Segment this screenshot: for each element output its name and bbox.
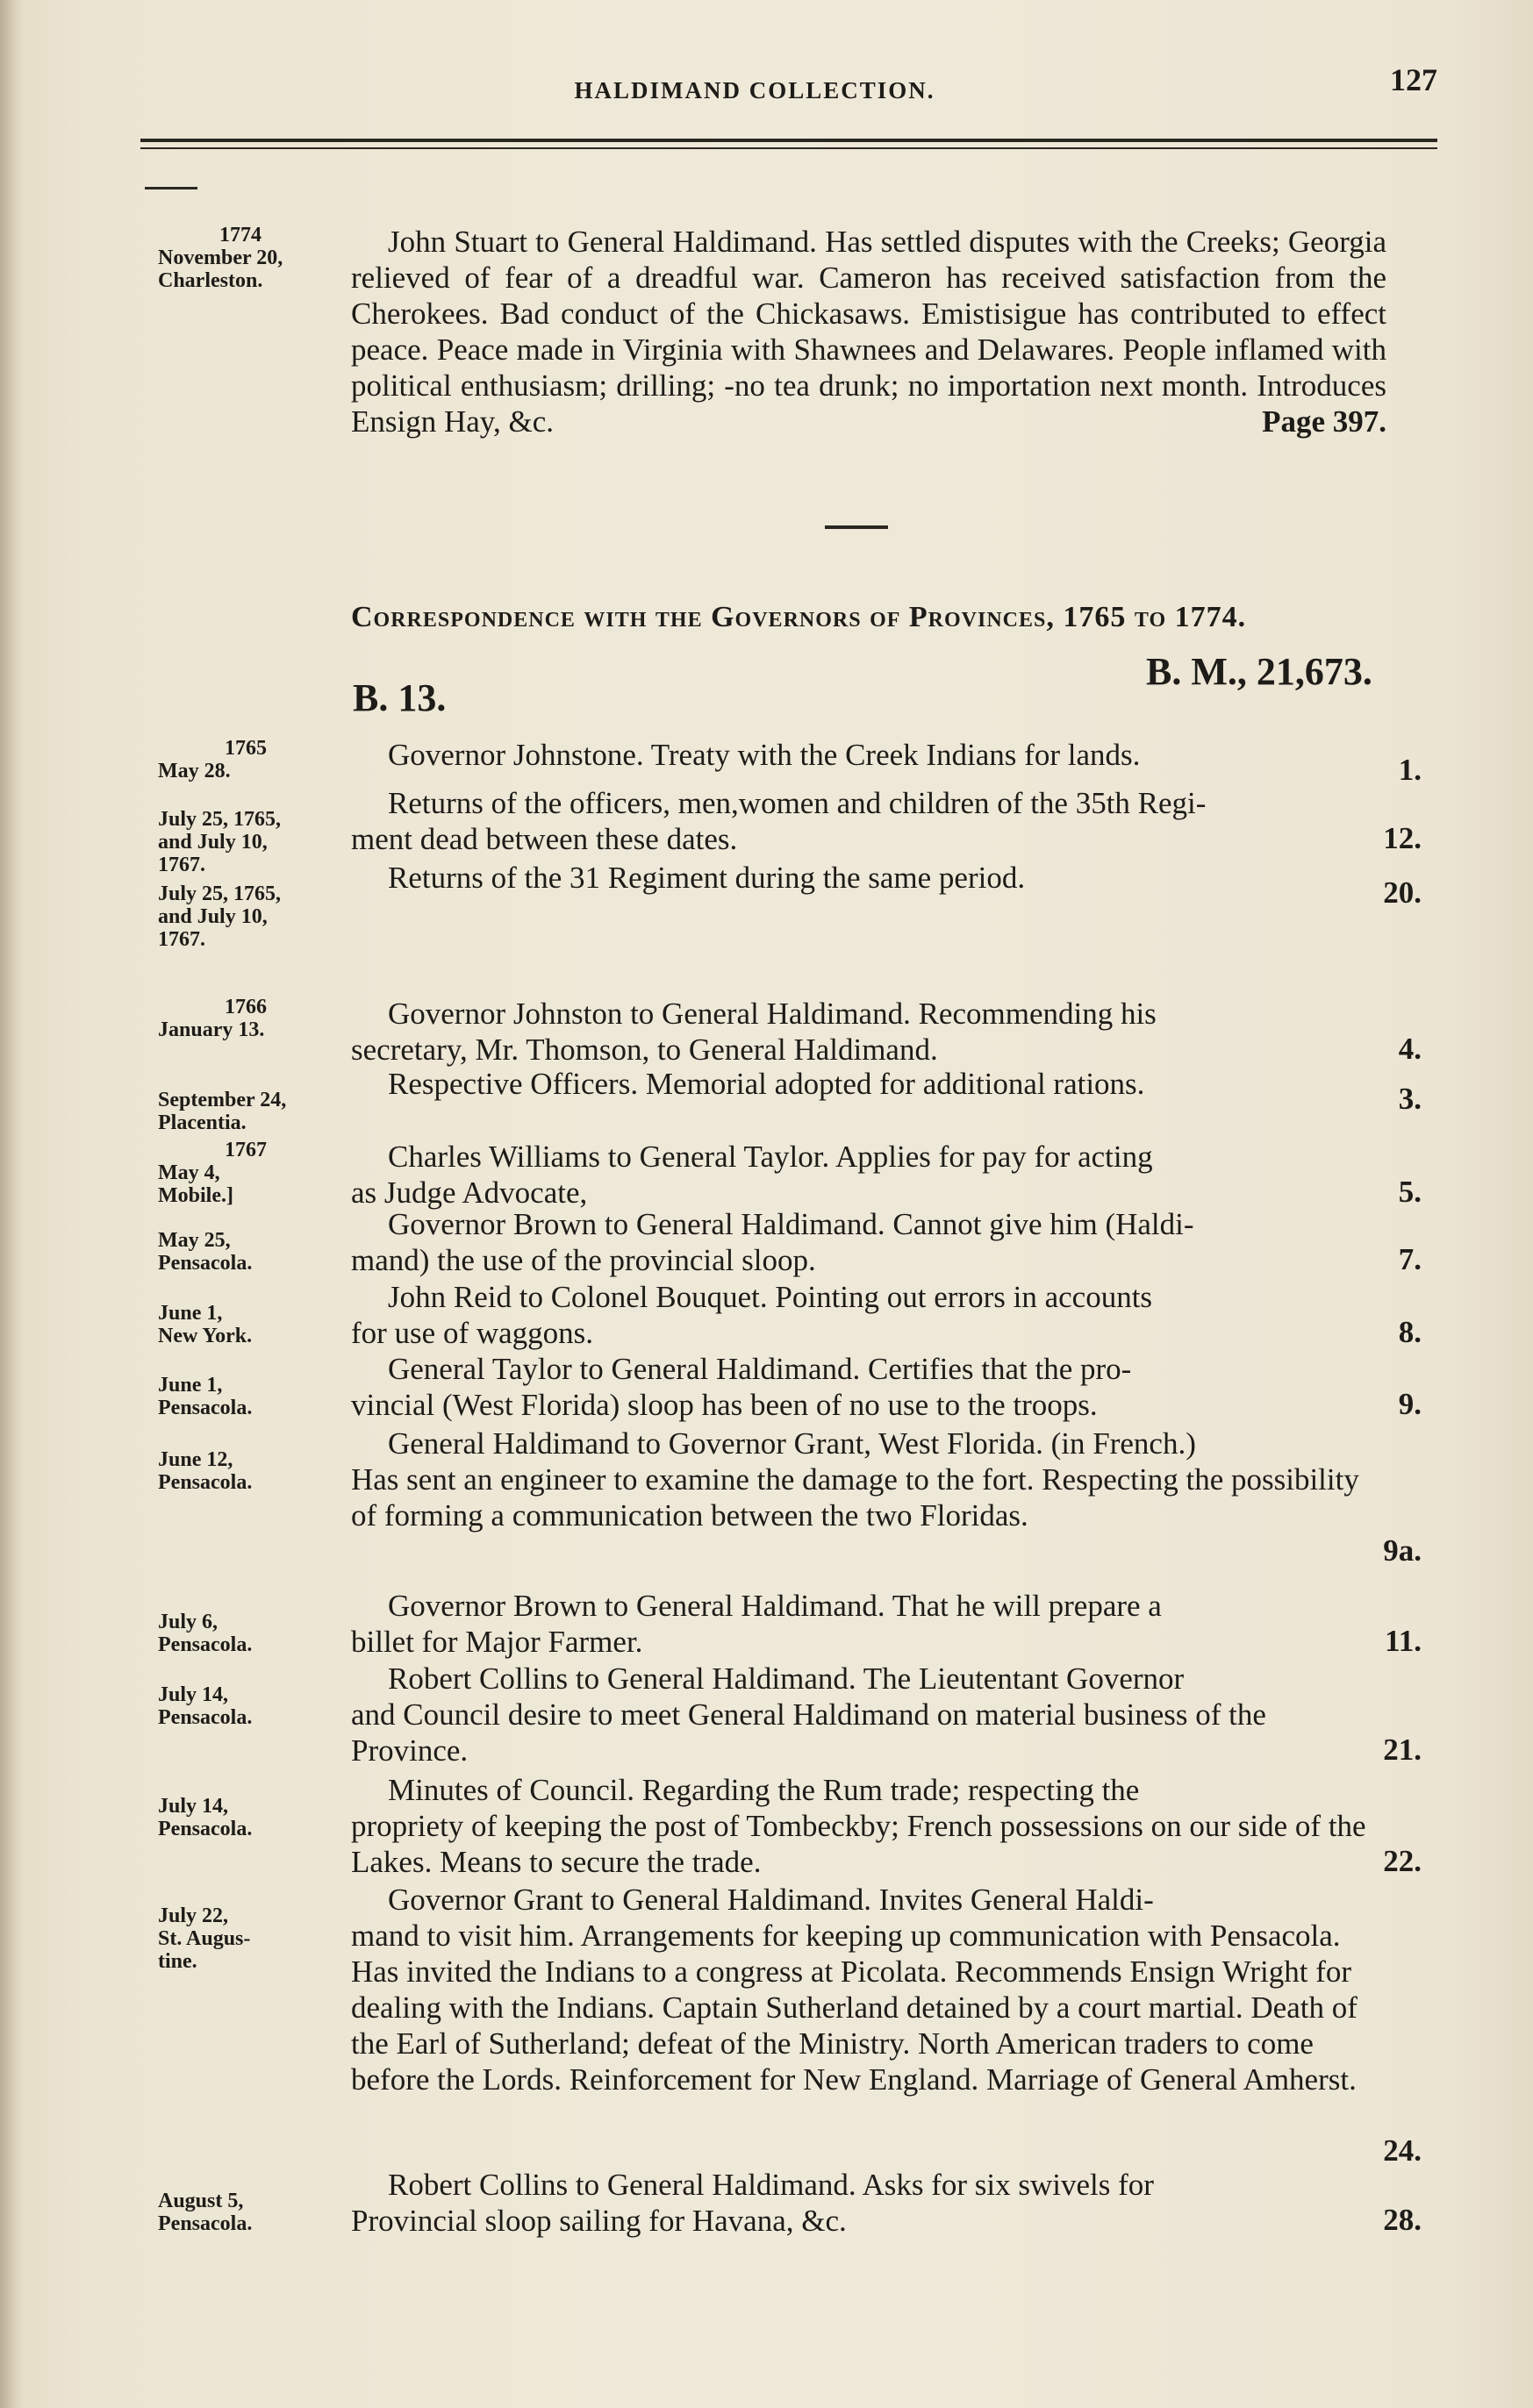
entry-page-number: 20. [1383, 875, 1422, 910]
entry-date-line: June 1, [158, 1374, 223, 1397]
entry-date-line: Pensacola. [158, 2212, 253, 2235]
entry-date-line: Pensacola. [158, 1471, 253, 1494]
entry-lead-line: Governor Grant to General Haldimand. Invites General Haldi- [388, 1883, 1154, 1917]
entry-date-line: Mobile.] [158, 1184, 233, 1207]
first-entry-place: Charleston. [158, 269, 263, 292]
entry-lead-line: Governor Brown to General Haldimand. That he will prepare a [388, 1589, 1162, 1623]
entry-lead-line: Robert Collins to General Haldimand. Asks for six swivels for [388, 2168, 1154, 2202]
entry-lead-line: Governor Brown to General Haldimand. Cannot give him (Haldi- [388, 1207, 1194, 1241]
header-rule-thin [140, 147, 1437, 149]
entry-page-number: 9. [1398, 1387, 1422, 1421]
entry-date-line: Pensacola. [158, 1252, 253, 1275]
page-spine-shadow [0, 0, 23, 2408]
entry-description [351, 2167, 1386, 2239]
entry-continuation: billet for Major Farmer. [351, 1625, 643, 1659]
entry-continuation: vincial (West Florida) sloop has been of no use to the troops. [351, 1388, 1098, 1422]
entry-date-line: Pensacola. [158, 1818, 253, 1840]
entry-page-number: 22. [1383, 1844, 1422, 1878]
entry-date-line: Pensacola. [158, 1633, 253, 1656]
entry-date-line: September 24, [158, 1089, 287, 1111]
entry-description [351, 860, 1386, 896]
entry-page-number: 11. [1385, 1624, 1422, 1658]
entry-description [351, 1772, 1386, 1880]
first-entry-body: John Stuart to General Haldimand. Has settled disputes with the Creeks; Georgia relieved of fear of a dreadful war. Cameron has received satisfaction from the Cherokees. Bad conduct of the Chickasaws. Emistisigue has contributed to effect peace. Peace made in Virginia with Shawnees and Delawares. People inflamed with political enthusiasm; drilling; -no tea drunk; no importation next month. Introduces Ensign Hay, &c. [351, 225, 1386, 439]
entry-description [351, 1279, 1386, 1351]
entry-page-number: 28. [1383, 2203, 1422, 2237]
entry-date-line: 1767. [158, 854, 205, 876]
entry-page-number: 4. [1398, 1032, 1422, 1066]
entry-description [351, 1588, 1386, 1660]
entry-page-number: 1. [1398, 753, 1422, 787]
entry-date-line: St. Augus- [158, 1927, 251, 1950]
entry-date-line: May 25, [158, 1229, 231, 1252]
entry-date [158, 882, 342, 951]
entry-date [158, 2190, 342, 2235]
first-entry-date [158, 224, 333, 292]
entry-date-line: New York. [158, 1325, 253, 1347]
entry-date-line: May 4, [158, 1161, 220, 1184]
entry-date-line: July 14, [158, 1683, 229, 1706]
entry-date-line: June 12, [158, 1448, 233, 1471]
section-heading: Correspondence with the Governors of Provinces, 1765 to 1774. [351, 601, 1247, 633]
entry-date-line: July 25, 1765, [158, 882, 282, 905]
entry-date-line: 1767. [158, 928, 205, 951]
entry-lead-line: Robert Collins to General Haldimand. The Lieutentant Governor [388, 1661, 1185, 1696]
entry-continuation: ment dead between these dates. [351, 822, 738, 856]
entry-date-line: July 25, 1765, [158, 808, 282, 831]
entry-date-line: Pensacola. [158, 1397, 253, 1419]
header-rule-thick [140, 139, 1437, 142]
entry-date [158, 1302, 342, 1347]
entry-description [351, 1882, 1386, 2097]
entry-page-number: 12. [1383, 821, 1422, 855]
entry-date [158, 1089, 342, 1134]
entry-date [158, 1683, 342, 1729]
header-rule-mark [145, 187, 197, 189]
entry-date-line: August 5, [158, 2190, 244, 2212]
entry-lead-line: Returns of the officers, men,women and children of the 35th Regi- [388, 786, 1207, 820]
entry-continuation: secretary, Mr. Thomson, to General Haldimand. [351, 1033, 938, 1067]
entry-lead-line: Governor Johnston to General Haldimand. Recommending his [388, 997, 1157, 1031]
entry-description [351, 1066, 1386, 1102]
entry-year: 1765 [225, 737, 267, 760]
entry-date [158, 1795, 342, 1840]
entry-date-line: tine. [158, 1950, 197, 1973]
entry-date-line: Placentia. [158, 1111, 247, 1134]
entry-page-number: 21. [1383, 1733, 1422, 1767]
entry-date-line: and July 10, [158, 905, 268, 928]
entry-continuation: propriety of keeping the post of Tombeckby; French possessions on our side of the Lakes. Means to secure the trade. [351, 1809, 1366, 1879]
entry-page-number: 9a. [1383, 1533, 1422, 1568]
entry-continuation: for use of waggons. [351, 1316, 594, 1350]
entry-date-line: July 22, [158, 1904, 229, 1927]
entry-page-number: 3. [1398, 1082, 1422, 1116]
entry-page-number: 7. [1398, 1242, 1422, 1276]
entry-date [158, 996, 342, 1041]
entry-continuation: mand to visit him. Arrangements for keeping up communication with Pensacola. Has invited the Indians to a congress at Picolata. Recommends Ensign Wright for dealing with the Indians. Captain Sutherland detained by a court martial. Death of the Earl of Sutherland; defeat of the Ministry. North American traders to come before the Lords. Reinforcement for New England. Marriage of General Amherst. [351, 1919, 1357, 2097]
entry-date [158, 1229, 342, 1275]
entry-date-line: Pensacola. [158, 1706, 253, 1729]
entry-description [351, 1426, 1386, 1533]
entry-lead-line: Governor Johnstone. Treaty with the Creek Indians for lands. [388, 738, 1141, 772]
entry-page-number: 5. [1398, 1175, 1422, 1209]
entry-continuation: mand) the use of the provincial sloop. [351, 1243, 816, 1277]
entry-continuation: and Council desire to meet General Haldimand on material business of the Province. [351, 1697, 1266, 1768]
entry-page-number: 8. [1398, 1315, 1422, 1349]
entry-date-line: June 1, [158, 1302, 223, 1325]
entry-lead-line: Returns of the 31 Regiment during the same period. [388, 861, 1026, 895]
entry-description [351, 1206, 1386, 1278]
first-entry-page-ref: Page 397. [1262, 404, 1386, 439]
first-entry-year: 1774 [219, 224, 261, 247]
entry-page-number: 24. [1383, 2133, 1422, 2168]
entry-lead-line: Minutes of Council. Regarding the Rum trade; respecting the [388, 1773, 1140, 1807]
entry-continuation: Provincial sloop sailing for Havana, &c. [351, 2204, 847, 2238]
entry-date [158, 808, 342, 876]
entry-date [158, 1374, 342, 1419]
entry-description [351, 737, 1386, 773]
entry-year: 1766 [225, 996, 267, 1018]
entry-lead-line: Charles Williams to General Taylor. Applies for pay for acting [388, 1140, 1153, 1174]
first-entry-text [351, 224, 1386, 439]
entry-lead-line: General Taylor to General Haldimand. Certifies that the pro- [388, 1352, 1132, 1386]
class-mark: B. 13. [353, 676, 447, 719]
entry-description [351, 785, 1386, 857]
section-divider [825, 525, 888, 529]
entry-description [351, 1139, 1386, 1211]
entry-date-line: May 28. [158, 760, 231, 782]
entry-date-line: July 14, [158, 1795, 229, 1818]
museum-reference: B. M., 21,673. [1146, 650, 1372, 693]
running-title: HALDIMAND COLLECTION. [574, 77, 935, 104]
entry-date [158, 1611, 342, 1656]
entry-date-line: January 13. [158, 1018, 265, 1041]
entry-date-line: July 6, [158, 1611, 218, 1633]
entry-date-line: and July 10, [158, 831, 268, 854]
entry-year: 1767 [225, 1139, 267, 1161]
entry-lead-line: John Reid to Colonel Bouquet. Pointing out errors in accounts [388, 1280, 1153, 1314]
entry-continuation: Has sent an engineer to examine the damage to the fort. Respecting the possibility of forming a communication between the two Floridas. [351, 1462, 1359, 1533]
entry-date [158, 737, 342, 782]
page-number: 127 [1390, 62, 1437, 97]
entry-lead-line: Respective Officers. Memorial adopted for additional rations. [388, 1067, 1145, 1101]
entry-date [158, 1139, 342, 1207]
entry-description [351, 1351, 1386, 1423]
first-entry-day: November 20, [158, 247, 283, 269]
entry-description [351, 996, 1386, 1068]
entry-date [158, 1904, 342, 1973]
entry-continuation: as Judge Advocate, [351, 1175, 588, 1210]
entry-lead-line: General Haldimand to Governor Grant, West Florida. (in French.) [388, 1426, 1196, 1461]
entry-date [158, 1448, 342, 1494]
entry-description [351, 1661, 1386, 1768]
